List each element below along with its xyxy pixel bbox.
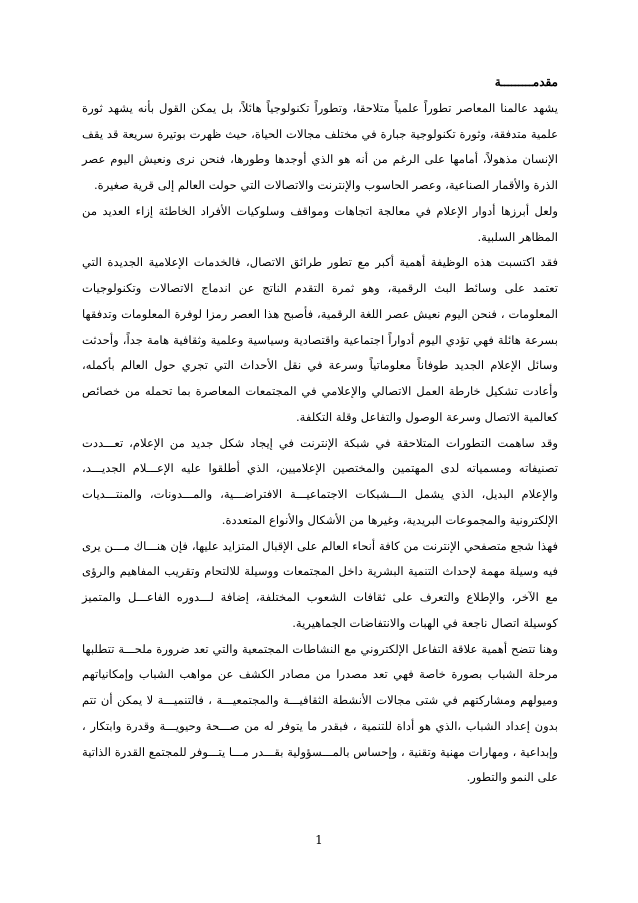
- paragraph-6: وهنا تتضح أهمية علاقة التفاعل الإلكتروني مع النشاطات المجتمعية والتي تعد ضرورة ملحـــة تتطلبها مرحلة الشباب بصورة خاصة فهي تعد مصدرا من مصادر الكشف عن مواهب الشباب وإمكانياتهم وميولهم ومشاركتهم في شتى مجالات الأنشطة الثقافيـــة والمجتمعيـــة ، فالتنميـــة لا يمكن أن تتم بدون إعداد الشباب ،الذي هو أداة للتنمية ، فبقدر ما يتوفر له من صـــحة وحيويـــة وقدرة وابتكار ، وإبداعية ، ومهارات مهنية وتقنية ، وإحساس بالمـــسؤولية بقـــدر مـــا يتـــوفر للمجتمع القدرة الذاتية على النمو والتطور.: [82, 641, 558, 785]
- paragraph-3: فقد اكتسبت هذه الوظيفة أهمية أكبر مع تطور طرائق الاتصال، فالخدمات الإعلامية الجديدة التي تعتمد على وسائط البث الرقمية، وهو ثمرة التقدم الناتج عن اندماج الاتصالات وتكنولوجيات المعلومات ، فنحن اليوم نعيش عصر اللغة الرقمية، فأصبح هذا العصر رمزا لوفرة المعلومات وتدفقها بسرعة هائلة فهي تؤدي اليوم أدواراً اجتماعية واقتصادية وسياسية وعلمية وثقافية هامة جداً، وأحدثت وسائل الإعلام الجديد طوفاناً معلوماتياً وسرعة في نقل الأحداث التي تجري حول العالم بأكمله، وأعادت تشكيل خارطة العمل الاتصالي والإعلامي في المجتمعات المعاصرة بما تحمله من خصائص كعالمية الاتصال وسرعة الوصول والتفاعل وقلة التكلفة.: [82, 255, 558, 424]
- paragraph-2: ولعل أبرزها أدوار الإعلام في معالجة اتجاهات ومواقف وسلوكيات الأفراد الخاطئة إزاء العديد من المظاهر السلبية.: [82, 203, 558, 244]
- paragraph-5: فهذا شجع متصفحي الإنترنت من كافة أنحاء العالم على الإقبال المتزايد عليها، فإن هنـــاك مـــن يرى فيه وسيلة مهمة لإحداث التنمية البشرية داخل المجتمعات ووسيلة للالتحام وتقريب المفاهيم والرؤى مع الآخر، والإطلاع والتعرف على ثقافات الشعوب المختلفة، إضافة لـــدوره الفاعـــل والمتميز كوسيلة اتصال ناجعة في الهبات والانتفاضات الجماهيرية.: [82, 538, 559, 630]
- paragraph-1: يشهد عالمنا المعاصر تطوراً علمياً متلاحقا، وتطوراً تكنولوجياً هائلاً، بل يمكن القول بأنه يشهد ثورة علمية متدفقة، وثورة تكنولوجية جبارة في مختلف مجالات الحياة، حيث ظهرت بوتيرة سريعة قد يقف الإنسان مذهولاً، أمامها على الرغم من أنه هو الذي أوجدها وطورها، فنحن نرى ونعيش اليوم عصر الذرة والأقمار الصناعية، وعصر الحاسوب والإنترنت والاتصالات التي حولت العالم إلى قرية صغيرة.: [82, 100, 558, 192]
- document-heading: مقدمـــــــــة: [494, 75, 558, 89]
- paragraph-4: وقد ساهمت التطورات المتلاحقة في شبكة الإنترنت في إيجاد شكل جديد من الإعلام، تعـــددت تصنيفاته ومسمياته لدى المهتمين والمختصين الإعلاميين، الذي أطلقوا عليه الإعـــلام الجديـــد، والإعلام البديل، الذي يشمل الـــشبكات الاجتماعيـــة الافتراضـــية، والمـــدونات، والمنتـــديات الإلكترونية والمجموعات البريدية، وغيرها من الأشكال والأنواع المتعددة.: [82, 435, 558, 527]
- page-number: 1: [315, 833, 323, 847]
- document-body: [82, 70, 558, 791]
